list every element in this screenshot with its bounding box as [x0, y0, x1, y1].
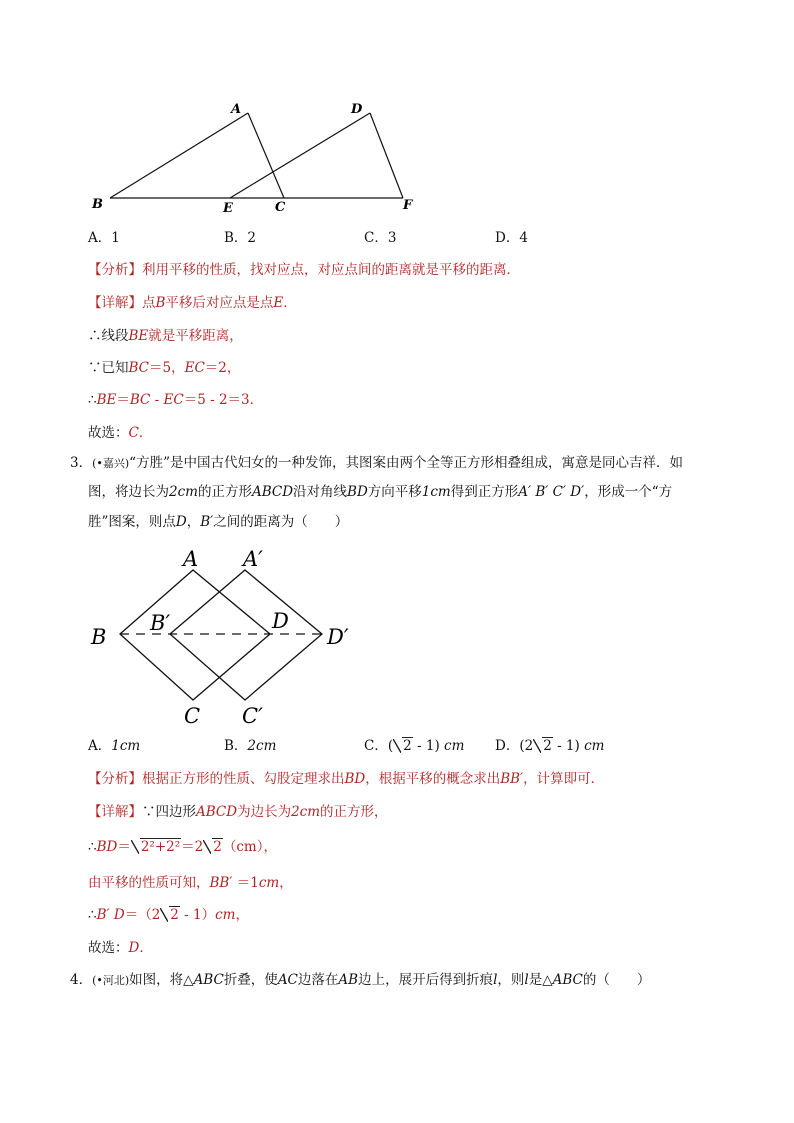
fig2-label-C-prime: C′	[242, 704, 263, 728]
label-A: A	[231, 102, 242, 117]
fig2-label-B-prime: B′	[150, 611, 171, 635]
q2-option-c: C．3	[364, 230, 397, 246]
q3-stem-line-3: 胜”图案，则点D，B′之间的距离为（ ）	[88, 514, 349, 530]
label-F: F	[403, 198, 413, 213]
label-D: D	[351, 102, 363, 117]
q2-step-1: ∴线段BE就是平移距离，	[88, 328, 243, 344]
q3-step-1: ∴BD＝ 2²+2²＝2 2（cm），	[88, 839, 277, 855]
q4-stem: 4．(•河北)如图，将△ABC折叠，使AC边落在AB边上，展开后得到折痕l，则l是△ABC的（ ）	[70, 972, 651, 988]
q3-step-2: 由平移的性质可知，BB′ ＝1cm，	[88, 875, 293, 891]
fig2-label-A: A	[183, 547, 199, 571]
translation-figure-1	[0, 0, 794, 230]
q3-stem-line-2: 图，将边长为2cm的正方形ABCD沿对角线BD方向平移1cm得到正方形A′ B′ C′ D′，形成一个“方	[88, 484, 673, 500]
q2-step-3: ∴BE＝BC - EC＝5 - 2＝3．	[88, 392, 264, 408]
fig2-label-C: C	[184, 704, 201, 728]
label-B: B	[92, 197, 103, 212]
q2-option-a: A．1	[88, 230, 120, 246]
q2-analysis: 【分析】利用平移的性质，找对应点，对应点间的距离就是平移的距离．	[88, 262, 520, 278]
fig2-label-D: D	[272, 609, 289, 633]
q3-option-d: D．(2 2 - 1) cm	[495, 738, 605, 754]
label-E: E	[223, 201, 233, 216]
q2-answer: 故选：C．	[88, 425, 153, 441]
q2-option-d: D．4	[495, 230, 528, 246]
q3-answer: 故选：D．	[88, 940, 153, 956]
q3-option-a: A．1cm	[88, 738, 141, 754]
q3-option-b: B．2cm	[224, 738, 277, 754]
label-C: C	[275, 200, 286, 215]
q3-analysis: 【分析】根据正方形的性质、勾股定理求出BD，根据平移的概念求出BB′，计算即可．	[88, 771, 605, 787]
q3-detail: 【详解】∵四边形ABCD为边长为2cm的正方形，	[88, 804, 388, 820]
q2-step-2: ∵已知BC＝5，EC＝2，	[88, 360, 241, 376]
fig2-label-A-prime: A′	[243, 547, 263, 571]
fig2-label-D-prime: D′	[327, 625, 349, 649]
fangsheng-figure	[0, 540, 794, 730]
q3-option-c: C．( 2 - 1) cm	[364, 738, 465, 754]
q2-option-b: B．2	[224, 230, 257, 246]
q2-detail: 【详解】点B平移后对应点是点E．	[88, 295, 297, 311]
fig2-label-B: B	[91, 625, 107, 649]
q3-stem-line-1: 3．(•嘉兴)“方胜”是中国古代妇女的一种发饰，其图案由两个全等正方形相叠组成，寓意是同心吉祥．如	[70, 455, 683, 471]
q3-step-3: ∴B′ D＝（2 2 - 1）cm，	[88, 907, 249, 923]
